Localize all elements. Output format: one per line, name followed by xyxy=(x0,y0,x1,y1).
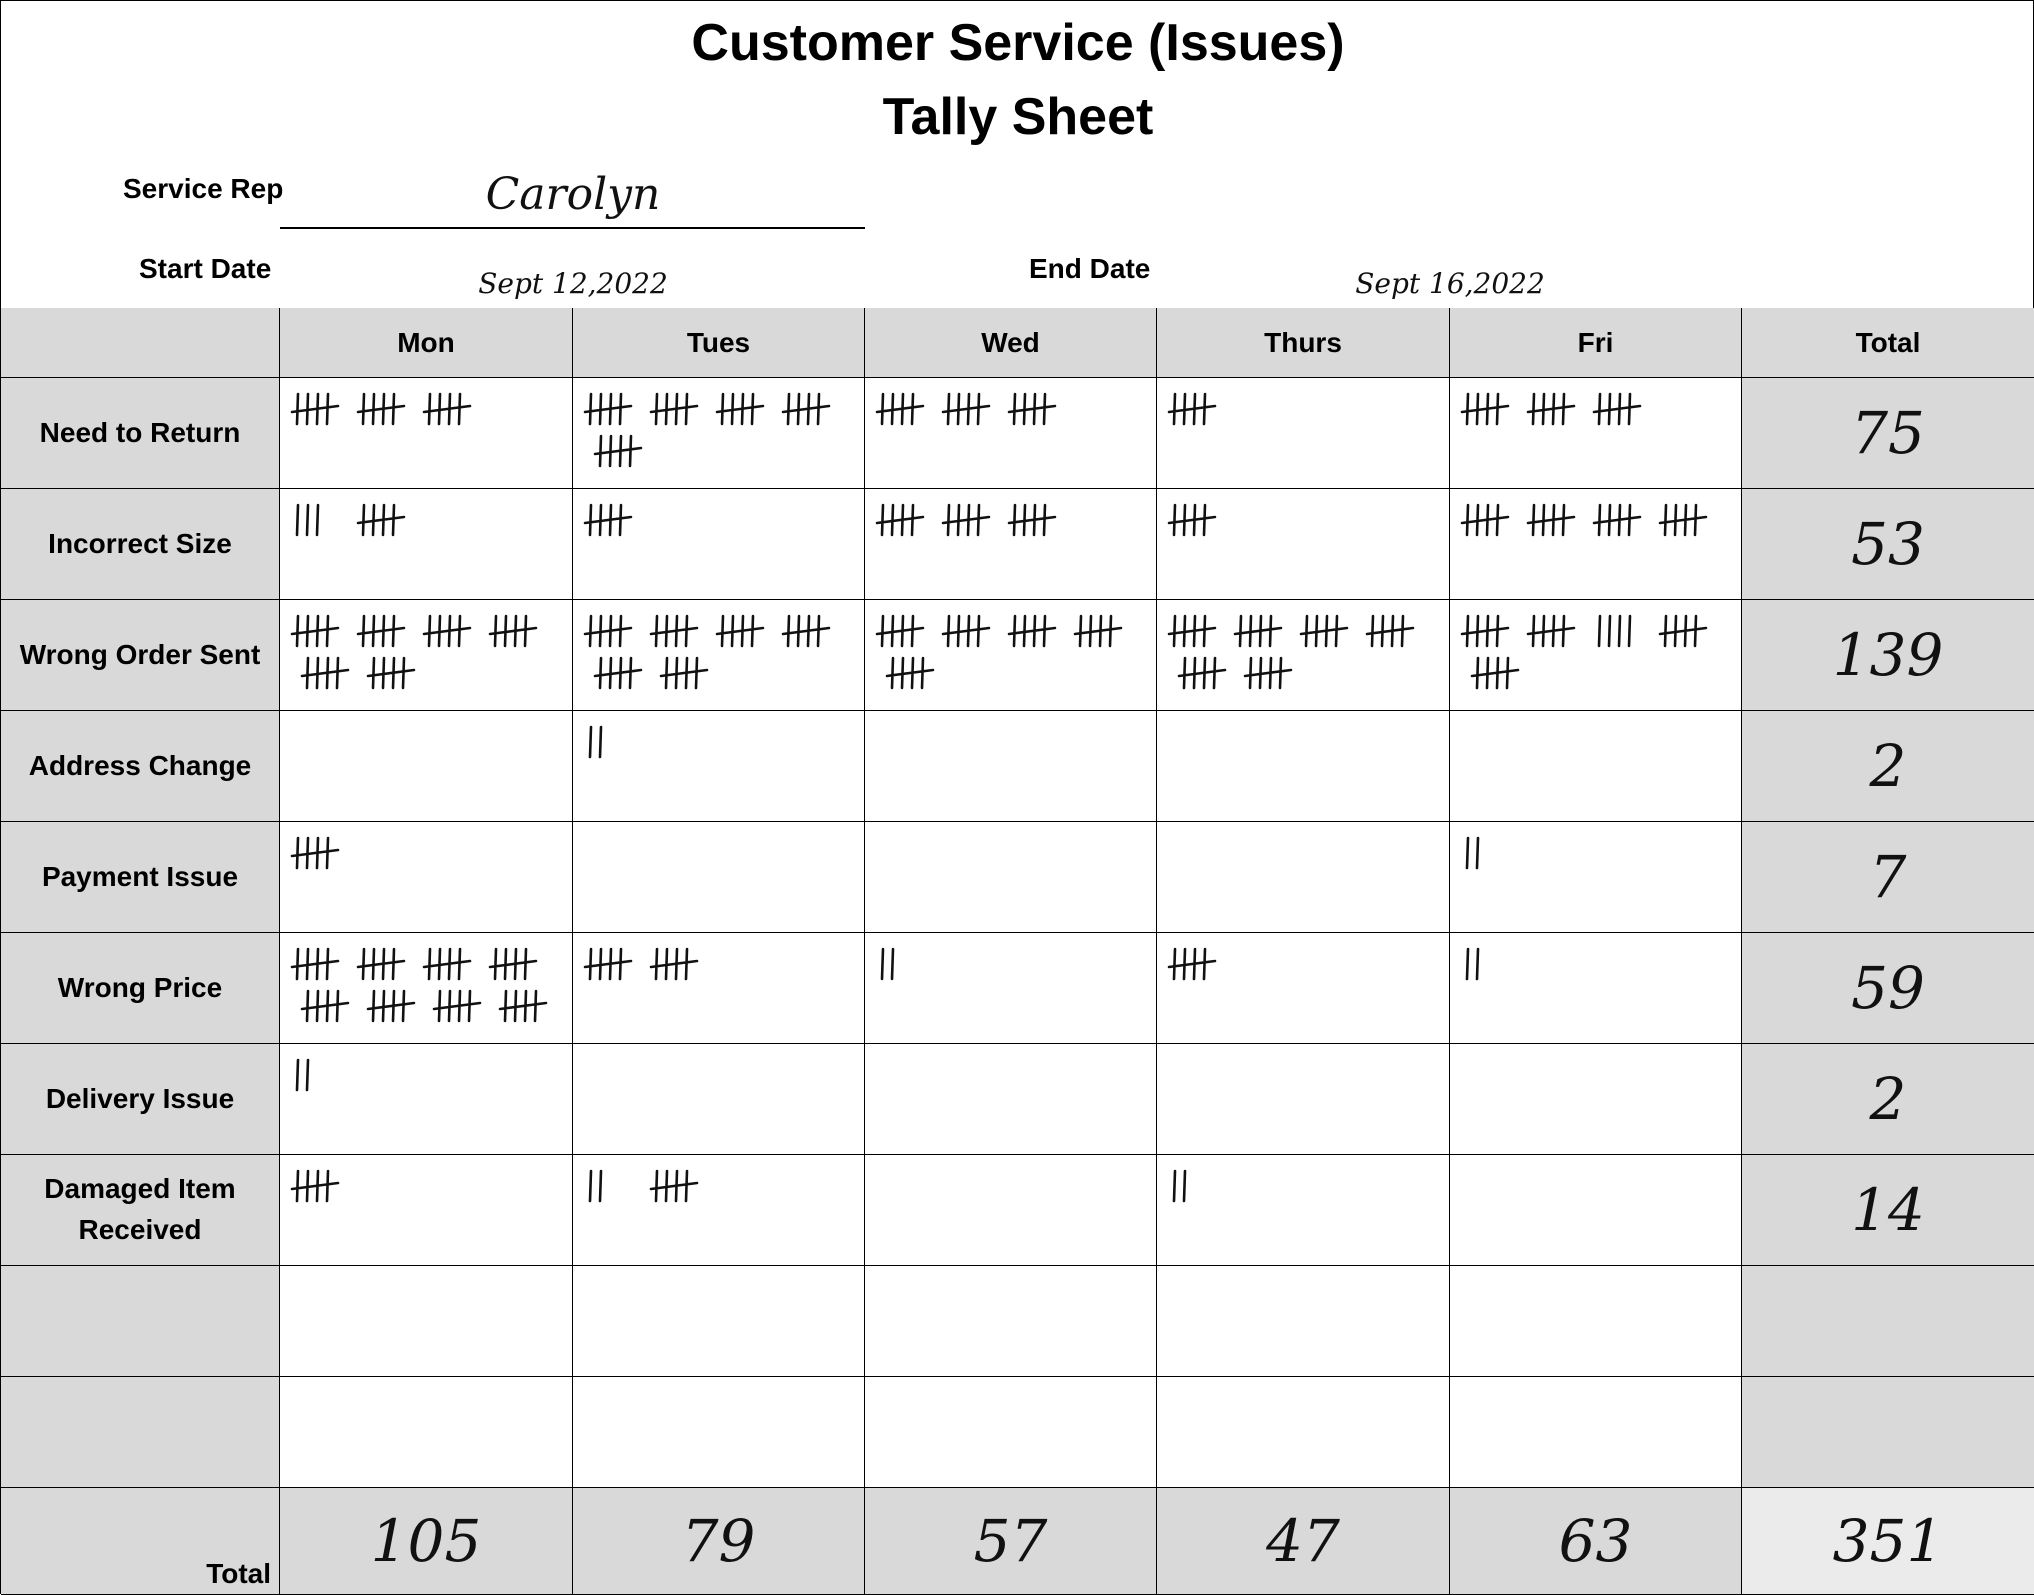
tally-group-5 xyxy=(1660,505,1706,535)
col-header-fri: Fri xyxy=(1450,308,1742,378)
tally-group-5 xyxy=(424,394,470,424)
tally-marks xyxy=(280,822,573,933)
tally-group-5 xyxy=(292,949,338,979)
tally-cell xyxy=(280,489,573,600)
row-total: 14 xyxy=(1742,1155,2034,1266)
tally-group-5 xyxy=(1462,394,1508,424)
row-label: Address Change xyxy=(1,711,280,822)
service-rep-value: Carolyn xyxy=(485,169,661,220)
tally-group-5 xyxy=(1169,949,1215,979)
tally-marks xyxy=(573,489,865,600)
tally-cell xyxy=(1157,378,1450,489)
tally-cell xyxy=(280,822,573,933)
tally-cell xyxy=(1450,711,1742,822)
tally-cell xyxy=(573,1377,865,1488)
tally-cell xyxy=(1157,933,1450,1044)
tally-group-5 xyxy=(595,658,641,688)
tally-cell xyxy=(1157,489,1450,600)
tally-group-2 xyxy=(590,727,601,757)
tally-marks xyxy=(865,933,1157,1044)
tally-group-5 xyxy=(877,616,923,646)
tally-cell xyxy=(865,1155,1157,1266)
tally-group-5 xyxy=(651,394,697,424)
tally-cell xyxy=(1450,1266,1742,1377)
tally-group-5 xyxy=(358,505,404,535)
tally-cell xyxy=(573,933,865,1044)
row-total: 2 xyxy=(1742,1044,2034,1155)
tally-group-5 xyxy=(292,616,338,646)
tally-group-5 xyxy=(368,658,414,688)
tally-marks xyxy=(573,1155,865,1266)
tally-cell xyxy=(865,1044,1157,1155)
tally-cell xyxy=(573,1266,865,1377)
tally-cell xyxy=(280,1044,573,1155)
tally-group-5 xyxy=(585,949,631,979)
tally-cell xyxy=(573,600,865,711)
day-total: 105 xyxy=(280,1488,573,1595)
tally-group-5 xyxy=(1528,505,1574,535)
tally-group-5 xyxy=(424,616,470,646)
tally-cell xyxy=(1450,1377,1742,1488)
tally-cell xyxy=(865,1266,1157,1377)
tally-marks xyxy=(280,378,573,489)
grand-total: 351 xyxy=(1742,1488,2034,1595)
tally-cell xyxy=(280,378,573,489)
tally-group-5 xyxy=(1367,616,1413,646)
tally-cell xyxy=(865,378,1157,489)
tally-marks xyxy=(1450,489,1742,600)
sheet-subtitle: Tally Sheet xyxy=(882,88,1154,146)
tally-marks xyxy=(865,600,1157,711)
tally-cell xyxy=(1157,1155,1450,1266)
tally-marks xyxy=(1450,600,1742,711)
tally-marks xyxy=(1450,378,1742,489)
row-total: 139 xyxy=(1742,600,2034,711)
header-corner-cell xyxy=(1,308,280,378)
tally-marks xyxy=(1450,933,1742,1044)
totals-row-label: Total xyxy=(1,1488,280,1595)
tally-group-5 xyxy=(877,394,923,424)
start-date-value: Sept 12,2022 xyxy=(478,267,668,300)
tally-group-5 xyxy=(585,394,631,424)
tally-group-5 xyxy=(1235,616,1281,646)
tally-marks xyxy=(573,600,865,711)
tally-cell xyxy=(1450,489,1742,600)
tally-marks xyxy=(280,1044,573,1155)
tally-group-5 xyxy=(1301,616,1347,646)
tally-cell xyxy=(573,378,865,489)
tally-group-5 xyxy=(358,394,404,424)
tally-group-5 xyxy=(1462,505,1508,535)
tally-group-5 xyxy=(1075,616,1121,646)
col-header-wed: Wed xyxy=(865,308,1157,378)
day-total: 57 xyxy=(865,1488,1157,1595)
tally-cell xyxy=(865,933,1157,1044)
col-header-tues: Tues xyxy=(573,308,865,378)
tally-marks xyxy=(865,489,1157,600)
tally-group-5 xyxy=(651,616,697,646)
tally-table xyxy=(1,1,2034,1595)
day-total: 63 xyxy=(1450,1488,1742,1595)
tally-marks xyxy=(280,489,573,600)
tally-group-2 xyxy=(882,949,893,979)
tally-cell xyxy=(1450,378,1742,489)
tally-group-5 xyxy=(1009,505,1055,535)
tally-group-5 xyxy=(585,505,631,535)
tally-group-4 xyxy=(1599,616,1630,646)
row-label xyxy=(1,1266,280,1377)
tally-cell xyxy=(280,1155,573,1266)
tally-cell xyxy=(280,600,573,711)
tally-cell xyxy=(1157,1044,1450,1155)
tally-group-5 xyxy=(783,394,829,424)
tally-cell xyxy=(573,711,865,822)
row-label: Wrong Order Sent xyxy=(1,600,280,711)
tally-group-5 xyxy=(1169,505,1215,535)
tally-group-3 xyxy=(297,505,318,535)
tally-group-5 xyxy=(1169,616,1215,646)
tally-cell xyxy=(1450,600,1742,711)
tally-group-5 xyxy=(943,394,989,424)
col-header-mon: Mon xyxy=(280,308,573,378)
row-label: Need to Return xyxy=(1,378,280,489)
tally-group-5 xyxy=(1009,394,1055,424)
tally-marks xyxy=(280,933,573,1044)
tally-group-5 xyxy=(943,505,989,535)
tally-marks xyxy=(1157,378,1450,489)
tally-group-5 xyxy=(717,616,763,646)
row-total: 53 xyxy=(1742,489,2034,600)
tally-cell xyxy=(280,1266,573,1377)
tally-cell xyxy=(865,489,1157,600)
tally-group-5 xyxy=(1472,658,1518,688)
tally-marks xyxy=(280,1155,573,1266)
tally-group-5 xyxy=(1245,658,1291,688)
tally-marks xyxy=(573,378,865,489)
end-date-label: End Date xyxy=(1029,253,1151,284)
row-total: 75 xyxy=(1742,378,2034,489)
tally-marks xyxy=(1157,1155,1450,1266)
tally-cell xyxy=(1157,711,1450,822)
tally-group-5 xyxy=(292,1171,338,1201)
tally-group-5 xyxy=(302,991,348,1021)
tally-group-5 xyxy=(887,658,933,688)
tally-group-5 xyxy=(585,616,631,646)
tally-group-5 xyxy=(292,838,338,868)
tally-group-5 xyxy=(1009,616,1055,646)
row-total: 7 xyxy=(1742,822,2034,933)
tally-group-2 xyxy=(1467,838,1478,868)
tally-group-5 xyxy=(358,616,404,646)
tally-marks xyxy=(1157,600,1450,711)
tally-cell xyxy=(1450,1044,1742,1155)
tally-cell xyxy=(1450,933,1742,1044)
tally-group-5 xyxy=(717,394,763,424)
row-label: Wrong Price xyxy=(1,933,280,1044)
tally-group-5 xyxy=(490,616,536,646)
service-rep-label: Service Rep xyxy=(123,173,284,204)
tally-group-5 xyxy=(1660,616,1706,646)
tally-group-5 xyxy=(1528,394,1574,424)
row-label: Damaged Item Received xyxy=(1,1155,280,1266)
tally-marks xyxy=(573,711,865,822)
tally-group-2 xyxy=(1174,1171,1185,1201)
tally-cell xyxy=(280,1377,573,1488)
tally-marks xyxy=(1157,933,1450,1044)
tally-group-5 xyxy=(1462,616,1508,646)
tally-group-5 xyxy=(368,991,414,1021)
tally-marks xyxy=(573,933,865,1044)
row-total xyxy=(1742,1266,2034,1377)
tally-group-5 xyxy=(302,658,348,688)
tally-marks xyxy=(865,378,1157,489)
tally-cell xyxy=(280,711,573,822)
tally-group-5 xyxy=(595,436,641,466)
tally-cell xyxy=(865,600,1157,711)
sheet-title: Customer Service (Issues) xyxy=(691,14,1345,72)
row-label: Incorrect Size xyxy=(1,489,280,600)
tally-group-5 xyxy=(943,616,989,646)
row-total: 59 xyxy=(1742,933,2034,1044)
tally-group-5 xyxy=(661,658,707,688)
row-total xyxy=(1742,1377,2034,1488)
tally-cell xyxy=(1157,1266,1450,1377)
row-label: Delivery Issue xyxy=(1,1044,280,1155)
tally-cell xyxy=(1157,822,1450,933)
col-header-thurs: Thurs xyxy=(1157,308,1450,378)
start-date-label: Start Date xyxy=(139,253,272,284)
row-label: Payment Issue xyxy=(1,822,280,933)
tally-cell xyxy=(1157,1377,1450,1488)
row-total: 2 xyxy=(1742,711,2034,822)
tally-cell xyxy=(573,489,865,600)
tally-marks xyxy=(1450,822,1742,933)
tally-group-5 xyxy=(490,949,536,979)
tally-cell xyxy=(573,1155,865,1266)
tally-group-5 xyxy=(434,991,480,1021)
tally-group-5 xyxy=(783,616,829,646)
tally-cell xyxy=(1157,600,1450,711)
day-total: 47 xyxy=(1157,1488,1450,1595)
tally-group-2 xyxy=(297,1060,308,1090)
tally-group-5 xyxy=(651,949,697,979)
tally-group-5 xyxy=(292,394,338,424)
day-total: 79 xyxy=(573,1488,865,1595)
tally-group-5 xyxy=(651,1171,697,1201)
tally-group-5 xyxy=(500,991,546,1021)
tally-cell xyxy=(1450,822,1742,933)
tally-cell xyxy=(865,1377,1157,1488)
tally-group-5 xyxy=(1594,394,1640,424)
tally-marks xyxy=(280,600,573,711)
tally-group-2 xyxy=(590,1171,601,1201)
tally-group-5 xyxy=(1179,658,1225,688)
row-label xyxy=(1,1377,280,1488)
tally-cell xyxy=(865,711,1157,822)
tally-group-5 xyxy=(1594,505,1640,535)
tally-group-5 xyxy=(877,505,923,535)
tally-group-5 xyxy=(1169,394,1215,424)
tally-cell xyxy=(280,933,573,1044)
tally-cell xyxy=(573,1044,865,1155)
tally-group-2 xyxy=(1467,949,1478,979)
tally-group-5 xyxy=(424,949,470,979)
tally-group-5 xyxy=(1528,616,1574,646)
end-date-value: Sept 16,2022 xyxy=(1355,267,1545,300)
tally-group-5 xyxy=(358,949,404,979)
tally-cell xyxy=(573,822,865,933)
tally-cell xyxy=(865,822,1157,933)
col-header-total: Total xyxy=(1742,308,2034,378)
tally-cell xyxy=(1450,1155,1742,1266)
tally-marks xyxy=(1157,489,1450,600)
